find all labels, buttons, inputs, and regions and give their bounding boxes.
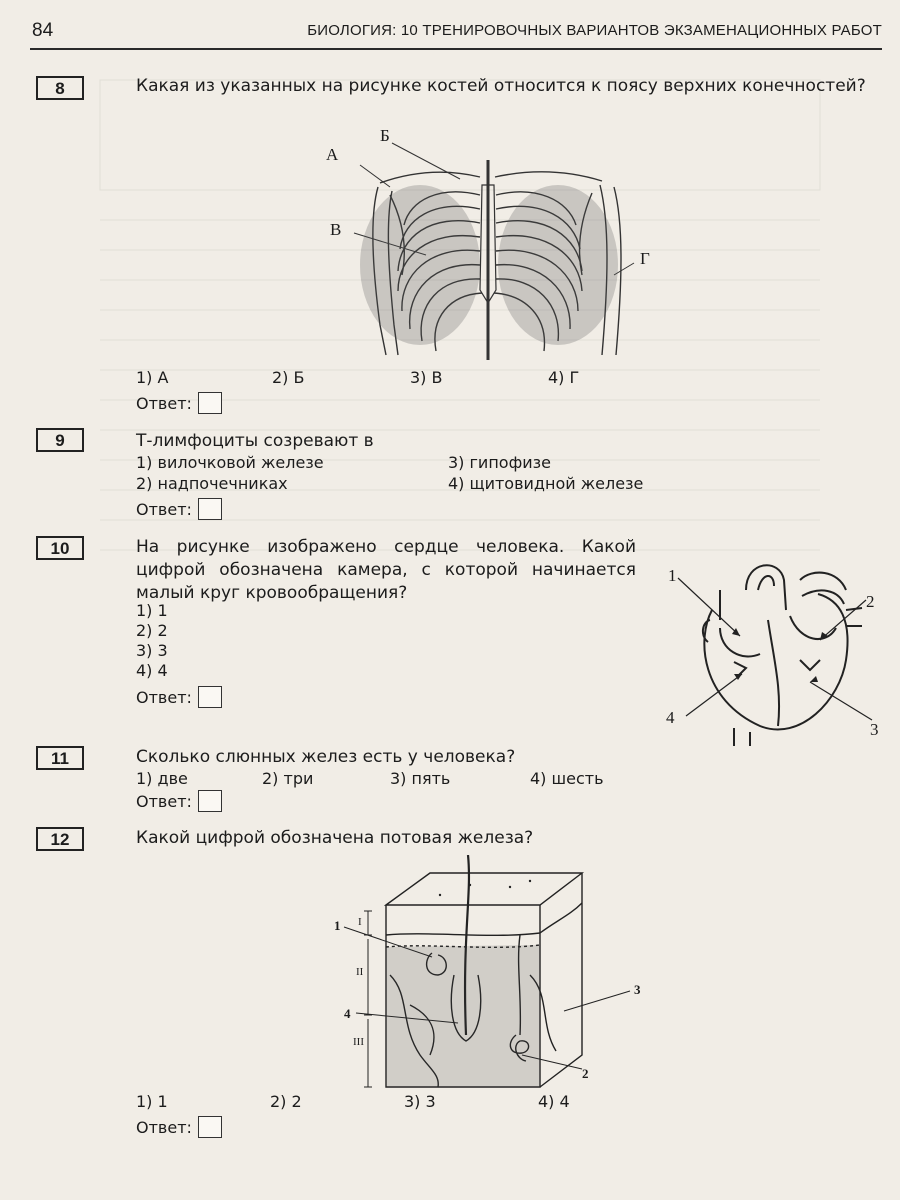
question-8-number: 8 [36,76,84,100]
question-11-text: Сколько слюнных желез есть у человека? [136,747,516,767]
skin-label-4: 4 [344,1006,351,1021]
q10-option-2[interactable]: 2) 2 [136,621,168,640]
heart-figure [650,550,890,750]
q9-option-3[interactable]: 3) гипофизе [448,453,551,472]
skeleton-label-b: Б [380,126,390,145]
answer-label: Ответ: [136,499,192,519]
answer-label: Ответ: [136,1117,192,1137]
heart-label-3: 3 [870,720,879,739]
q9-option-1[interactable]: 1) вилочковой железе [136,453,324,472]
question-9-text: Т-лимфоциты созревают в [136,431,374,451]
q9-answer [136,498,222,520]
question-12-number: 12 [36,827,84,851]
q10-answer [136,686,222,708]
skin-label-2: 2 [582,1066,589,1081]
skeleton-label-g: Г [640,249,650,268]
question-9-number: 9 [36,428,84,452]
skeleton-label-a: А [326,145,339,164]
q8-option-4[interactable]: 4) Г [548,368,580,387]
skin-label-3: 3 [634,982,641,997]
q11-option-3[interactable]: 3) пять [390,769,451,788]
q12-answer-box[interactable] [198,1116,222,1138]
q12-option-3[interactable]: 3) 3 [404,1092,436,1111]
question-12-text: Какой цифрой обозначена потовая железа? [136,828,534,848]
q11-option-1[interactable]: 1) две [136,769,188,788]
q9-option-4[interactable]: 4) щитовидной железе [448,474,644,493]
q9-answer-box[interactable] [198,498,222,520]
q12-option-4[interactable]: 4) 4 [538,1092,570,1111]
q8-option-1[interactable]: 1) А [136,368,169,387]
q11-option-4[interactable]: 4) шесть [530,769,604,788]
q8-answer [136,392,222,414]
q12-option-2[interactable]: 2) 2 [270,1092,302,1111]
skin-figure [320,855,650,1095]
q9-option-2[interactable]: 2) надпочечниках [136,474,288,493]
q12-answer [136,1116,222,1138]
question-10-text: На рисунке изображено сердце человека. Какой цифрой обозначена камера, с которой начинается малый круг кровообращения? [136,537,636,603]
page-number: 84 [32,20,54,41]
heart-label-1: 1 [668,566,677,585]
page-header [30,14,882,50]
q11-answer [136,790,222,812]
heart-label-4: 4 [666,708,675,727]
book-title: БИОЛОГИЯ: 10 ТРЕНИРОВОЧНЫХ ВАРИАНТОВ ЭКЗАМЕНАЦИОННЫХ РАБОТ [307,22,882,39]
answer-label: Ответ: [136,393,192,413]
q12-option-1[interactable]: 1) 1 [136,1092,168,1111]
skeleton-label-v: В [330,220,342,239]
q8-option-2[interactable]: 2) Б [272,368,305,387]
q8-option-3[interactable]: 3) В [410,368,443,387]
skin-layer-label-ii: II [356,966,364,978]
question-11-number: 11 [36,746,84,770]
question-8-text: Какая из указанных на рисунке костей относится к поясу верхних конечностей? [136,76,866,96]
skin-layer-label-i: I [358,916,362,928]
q11-option-2[interactable]: 2) три [262,769,314,788]
question-10-number: 10 [36,536,84,560]
skin-layer-label-iii: III [353,1036,364,1048]
skin-label-1: 1 [334,918,341,933]
q10-option-4[interactable]: 4) 4 [136,661,168,680]
answer-label: Ответ: [136,791,192,811]
q10-option-3[interactable]: 3) 3 [136,641,168,660]
q10-answer-box[interactable] [198,686,222,708]
answer-label: Ответ: [136,687,192,707]
q11-answer-box[interactable] [198,790,222,812]
skeleton-figure [330,125,660,360]
q10-option-1[interactable]: 1) 1 [136,601,168,620]
q8-answer-box[interactable] [198,392,222,414]
heart-label-2: 2 [866,592,875,611]
